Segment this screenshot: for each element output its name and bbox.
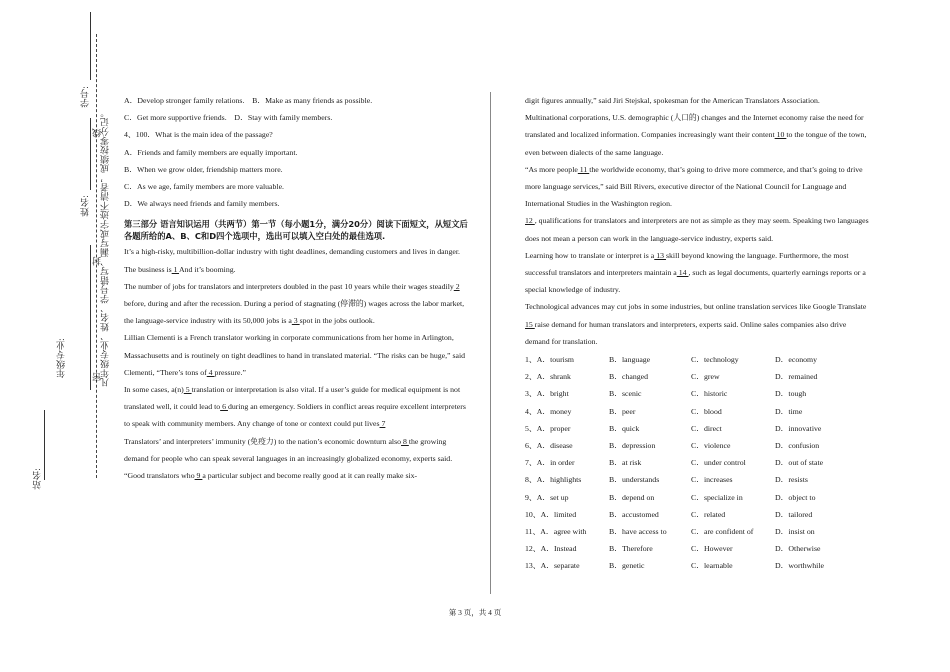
option-cell: B．accustomed [609, 509, 659, 519]
blank-10: 10 [774, 130, 787, 140]
option-cell: C．under control [691, 458, 746, 468]
option-cell: B．quick [609, 423, 640, 433]
q4-option-c: C．As we age, family members are more valuable. [124, 182, 284, 192]
option-cell: C．increases [691, 475, 733, 485]
passage-para-1: It’s a high-risky, multibillion-dollar industry with tight deadlines, demanding customers and lives in danger. [124, 247, 461, 257]
option-cell: D．time [775, 406, 803, 416]
option-row [525, 454, 865, 471]
instruction-note-visible: 凡年级专业、姓名、学号错写、漏写或字迹不清者，成绩按零分记。 [100, 108, 110, 387]
passage-para-11: 12 , qualifications for translators and interpreters are not as simple as they may seem. Speaking two languages does not mean a person can work in the language-service industry, experts said. [525, 216, 869, 243]
left-column [124, 92, 468, 484]
option-cell: B．understands [609, 475, 660, 485]
option-row [525, 523, 865, 540]
option-cell: B．changed [609, 372, 648, 382]
option-cell: B．scenic [609, 389, 642, 399]
option-cell: C．learnable [691, 561, 733, 571]
option-cell: D．Otherwise [775, 544, 821, 554]
option-row [525, 385, 865, 402]
option-cell: C．direct [691, 423, 722, 433]
option-cell: B．depression [609, 441, 656, 451]
option-row [525, 403, 865, 420]
blank-9: 9 [194, 471, 203, 481]
option-cell: D．economy [775, 355, 818, 365]
blank-14: 14 [676, 268, 689, 278]
option-cell: D．resists [775, 475, 808, 485]
option-row [525, 471, 865, 488]
option-cell: C．are confident of [691, 527, 754, 537]
option-cell: 12、A．Instead [525, 544, 577, 554]
blank-15: 15 [525, 319, 535, 329]
option-cell: B．peer [609, 406, 636, 416]
option-cell: 9、A．set up [525, 492, 569, 502]
blank-3: 3 [291, 316, 300, 326]
q3-options-ab: A．Develop stronger family relations. B．Make as many friends as possible. [124, 96, 373, 105]
option-cell: C．blood [691, 406, 722, 416]
option-cell: B．have access to [609, 527, 667, 537]
option-cell: C．related [691, 509, 726, 519]
option-cell: D．insist on [775, 527, 815, 537]
option-cell: B．at risk [609, 458, 642, 468]
option-cell: C．historic [691, 389, 728, 399]
options-table [525, 351, 865, 575]
option-row [525, 489, 865, 506]
seal-word-seal: 封 [92, 256, 102, 266]
seal-word-line: 线 [92, 128, 102, 138]
option-cell: D．tailored [775, 509, 813, 519]
option-cell: D．out of state [775, 458, 824, 468]
column-divider [490, 92, 491, 594]
grade-label: 年级专业: [56, 338, 66, 379]
blank-8: 8 [401, 436, 409, 446]
option-cell: D．object to [775, 492, 816, 502]
passage-para-2: The business is 1 And it’s booming. [124, 264, 236, 274]
option-cell: 8、A．highlights [525, 475, 582, 485]
passage-para-13: Technological advances may cut jobs in some industries, but online translation services like Google Translate 15 raise demand for human translators and interpreters, experts said. Online sales companies also drive demand for translation. [525, 302, 867, 346]
option-row [525, 557, 865, 574]
page-footer: 第 3 页，共 4 页 [448, 608, 502, 617]
option-cell: B．Therefore [609, 544, 653, 554]
option-cell: B．genetic [609, 561, 645, 571]
option-cell: 4、A．money [525, 406, 572, 416]
option-cell: D．innovative [775, 423, 822, 433]
blank-2: 2 [453, 281, 460, 291]
q4-option-a: A．Friends and family members are equally important. [124, 147, 298, 157]
binding-margin [18, 0, 110, 600]
blank-11: 11 [577, 164, 590, 174]
option-row [525, 506, 865, 523]
q3-options-cd: C．Get more supportive friends. D．Stay with family members. [124, 113, 333, 123]
blank-12: 12 [525, 216, 535, 226]
option-row [525, 420, 865, 437]
passage-para-4: Lillian Clementi is a French translator working in corporate communications from her home in Arlington, Massachusetts and is routinely on tight deadlines to hand in translated material. “The risks can be huge,” said Clementi, “There’s tons of 4 pressure.” [124, 333, 466, 377]
option-row [525, 351, 865, 368]
option-cell: 5、A．proper [525, 423, 571, 433]
option-row [525, 540, 865, 557]
blank-7: 7 [379, 419, 386, 429]
option-cell: C．specialize in [691, 492, 743, 502]
option-cell: B．language [609, 355, 651, 365]
passage-para-7: “Good translators who 9 a particular subject and become really good at it can really make six- [124, 471, 418, 481]
seal-word-secret: 密 [92, 372, 102, 382]
passage-para-5: In some cases, a(n) 5 translation or interpretation is also vital. If a user’s guide for medical equipment is not translated well, it could lead to 6 during an emergency. Soldiers in conflict areas require excellent interpreters to speak with community members. Any change of tone or context could put lives 7 [124, 385, 466, 429]
passage-para-9: Multinational corporations, U.S. demographic (人口的) changes and the Internet economy raise the need for translated and localized information. Companies increasingly want their content 10 to the tongue of the town, even between dialects of the same language. [525, 113, 867, 157]
option-cell: 13、A．separate [525, 561, 580, 571]
blank-1: 1 [171, 264, 180, 274]
school-line [44, 410, 45, 480]
option-cell: C．However [691, 544, 733, 554]
option-row [525, 368, 865, 385]
passage-para-10: “As more people 11 the worldwide economy, that’s going to drive more commerce, and that’s going to drive more language services,” said Bill Rivers, executive director of the National Council for Language and International Studies in the Washington region. [525, 164, 863, 209]
option-cell: 2、A．shrank [525, 372, 571, 382]
name-line [90, 118, 91, 190]
studentno-label: 学号: [80, 86, 90, 108]
option-cell: D．confusion [775, 441, 820, 451]
option-cell: 6、A．disease [525, 441, 573, 451]
option-cell: C．violence [691, 441, 731, 451]
q4-stem: 4、100．What is the main idea of the passage? [124, 130, 273, 140]
option-row [525, 437, 865, 454]
blank-4: 4 [206, 367, 215, 377]
section-heading: 第三部分 语言知识运用（共两节）第一节（每小题1分，满分20分）阅读下面短文，从短文后各题所给的A、B、C和D四个选项中，选出可以填入空白处的最佳选项. [124, 219, 468, 242]
option-cell: 1、A．tourism [525, 355, 574, 365]
option-cell: D．worthwhile [775, 561, 824, 571]
option-cell: 7、A．in order [525, 458, 575, 468]
option-cell: D．remained [775, 372, 818, 382]
passage-para-12: Learning how to translate or interpret is a 13 skill beyond knowing the language. Furthermore, the most successful translators and interpreters maintain a 14 , such as legal documents, quarterly earnings reports or a special knowledge of industry. [525, 250, 866, 295]
blank-13: 13 [654, 250, 666, 260]
blank-5: 5 [183, 385, 192, 395]
option-cell: 10、A．limited [525, 509, 577, 519]
option-cell: D．tough [775, 389, 807, 399]
option-cell: C．grew [691, 372, 720, 382]
option-cell: B．depend on [609, 492, 655, 502]
grade-line [90, 245, 91, 390]
school-label: 站名: [32, 468, 42, 490]
q4-option-d: D．We always need friends and family members. [124, 199, 280, 209]
passage-para-6: Translators’ and interpreters’ immunity (免疫力) to the nation’s economic downturn also 8 the growing demand for people who can speak several languages in an increasingly globalized economy, experts said. [124, 436, 453, 463]
option-cell: 11、A．agree with [525, 527, 587, 537]
q4-option-b: B．When we grow older, friendship matters more. [124, 164, 283, 174]
studentno-line [90, 12, 91, 80]
blank-6: 6 [220, 402, 228, 412]
passage-para-8: digit figures annually,” said Jiri Stejskal, spokesman for the American Translators Association. [525, 96, 820, 105]
passage-para-3: The number of jobs for translators and interpreters doubled in the past 10 years while their wages steadily 2 before, during and after the recession. During a period of stagnating (停滞的) wages across the labor market, the language-service industry with its 50,000 jobs is a 3 spot in the jobs outlook. [124, 281, 465, 326]
option-cell: 3、A．bright [525, 389, 569, 399]
right-column [525, 92, 870, 575]
option-cell: C．technology [691, 355, 739, 365]
name-label: 姓名: [80, 195, 90, 217]
